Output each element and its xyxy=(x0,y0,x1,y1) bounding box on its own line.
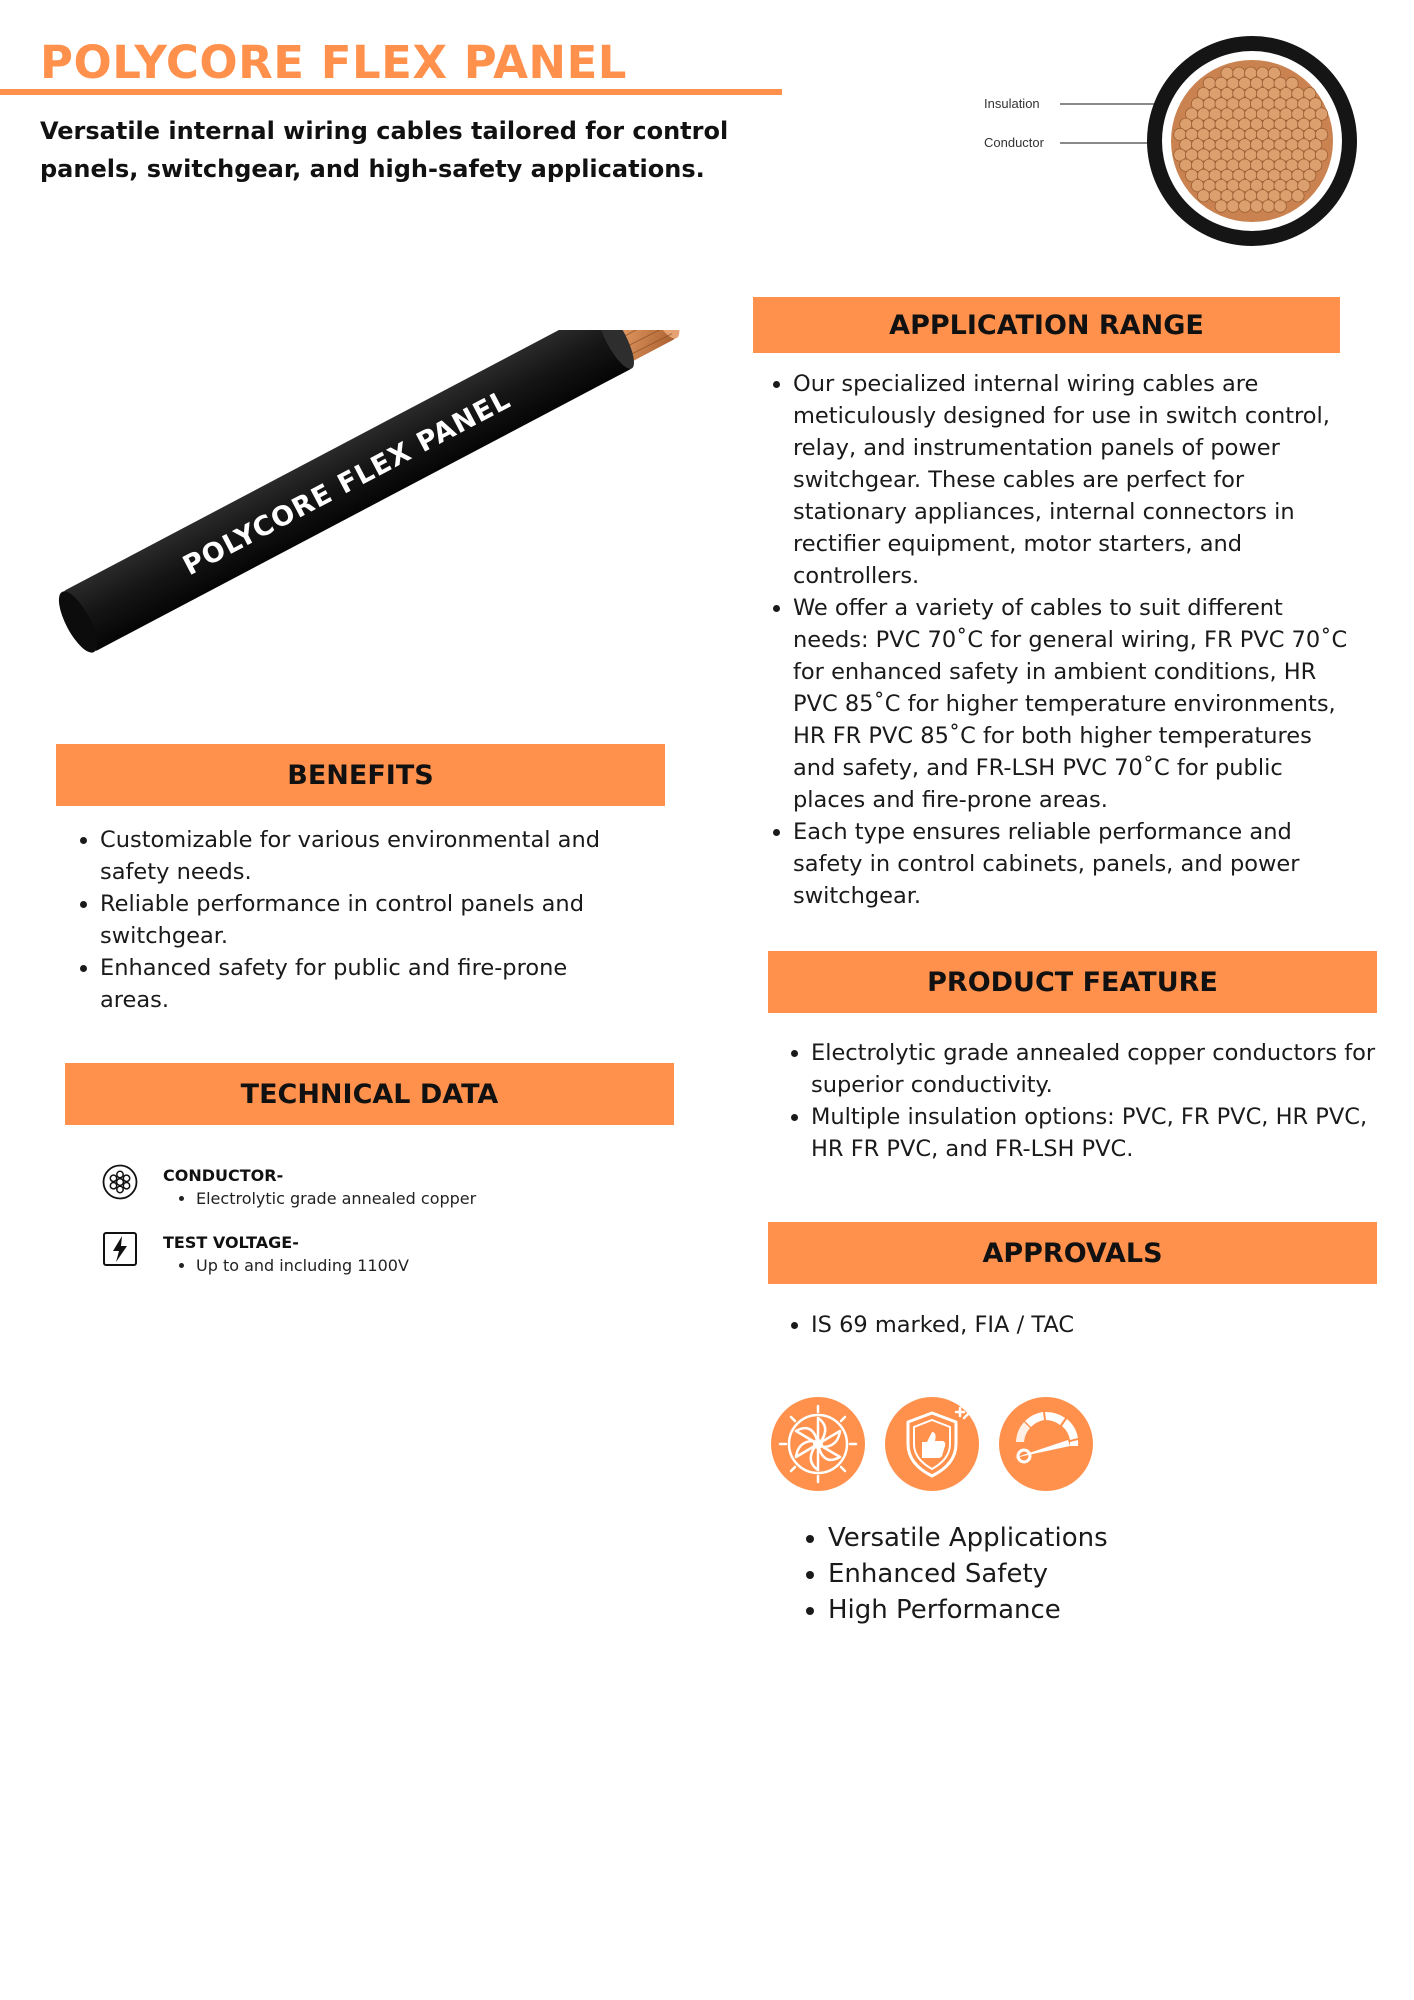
list-item: • Customizable for various environmental and safety needs. xyxy=(100,824,640,888)
page-subtitle: Versatile internal wiring cables tailored for control panels, switchgear, and high-safety applications. xyxy=(40,117,729,183)
product-feature-section xyxy=(771,1037,1391,1165)
conductor-label: Conductor xyxy=(984,135,1044,150)
copper-strand xyxy=(1239,200,1251,212)
tech-item-conductor xyxy=(102,1164,662,1214)
copper-strand xyxy=(1262,200,1274,212)
safety-shield-icon xyxy=(884,1396,980,1492)
benefits-heading: BENEFITS xyxy=(56,744,665,806)
list-item: • Multiple insulation options: PVC, FR PVC, HR PVC, HR FR PVC, and FR-LSH PVC. xyxy=(811,1101,1391,1165)
list-item: • High Performance xyxy=(828,1592,1292,1628)
application-range-section xyxy=(753,368,1353,912)
features-section xyxy=(792,1520,1292,1628)
copper-strand xyxy=(1197,190,1209,202)
features-list xyxy=(792,1520,1292,1628)
copper-strand xyxy=(1274,200,1286,212)
conductor-label: CONDUCTOR- xyxy=(163,1166,284,1185)
insulation-label: Insulation xyxy=(984,96,1040,111)
benefits-section xyxy=(60,824,640,1016)
product-feature-list xyxy=(771,1037,1391,1165)
copper-strand xyxy=(1227,200,1239,212)
application-range-list xyxy=(753,368,1353,912)
list-item: • IS 69 marked, FIA / TAC xyxy=(811,1309,1371,1341)
cable-product-image xyxy=(30,330,750,690)
list-item: • Enhanced safety for public and fire-prone areas. xyxy=(100,952,640,1016)
list-item: • Reliable performance in control panels and switchgear. xyxy=(100,888,640,952)
approvals-section xyxy=(771,1309,1371,1341)
cable-cross-section-diagram xyxy=(970,30,1370,250)
title-underline xyxy=(0,89,782,95)
conductor-strands-icon xyxy=(102,1164,138,1200)
test-voltage-value: • Up to and including 1100V xyxy=(196,1255,409,1277)
test-voltage-value-list xyxy=(174,1255,409,1277)
copper-strand xyxy=(1215,200,1227,212)
list-item: • Each type ensures reliable performance and safety in control cabinets, panels, and power switchgear. xyxy=(793,816,1353,912)
list-item: • Versatile Applications xyxy=(828,1520,1292,1556)
conductor-value-list xyxy=(174,1188,476,1210)
approvals-heading: APPROVALS xyxy=(768,1222,1377,1284)
list-item: • Enhanced Safety xyxy=(828,1556,1292,1592)
copper-strand xyxy=(1250,200,1262,212)
approvals-list xyxy=(771,1309,1371,1341)
versatile-fan-icon xyxy=(770,1396,866,1492)
list-item: • Electrolytic grade annealed copper conductors for superior conductivity. xyxy=(811,1037,1391,1101)
copper-strand xyxy=(1292,190,1304,202)
list-item: • Our specialized internal wiring cables are meticulously designed for use in switch control, relay, and instrumentation panels of power switchgear. These cables are perfect for stationary appliances, internal connectors in rectifier equipment, motor starters, and controllers. xyxy=(793,368,1353,592)
technical-data-heading: TECHNICAL DATA xyxy=(65,1063,674,1125)
application-range-heading: APPLICATION RANGE xyxy=(753,297,1340,353)
tech-item-test-voltage xyxy=(102,1231,662,1281)
conductor-value: • Electrolytic grade annealed copper xyxy=(196,1188,476,1210)
page-title: POLYCORE FLEX PANEL xyxy=(40,36,627,89)
performance-gauge-icon xyxy=(998,1396,1094,1492)
cable-print-text: POLYCORE FLEX PANEL xyxy=(178,384,516,582)
list-item: • We offer a variety of cables to suit different needs: PVC 70˚C for general wiring, FR PVC 70˚C for enhanced safety in ambient conditions, HR PVC 85˚C for higher temperature environments, HR FR PVC 85˚C for both higher temperatures and safety, and FR-LSH PVC 70˚C for public places and fire-prone areas. xyxy=(793,592,1353,816)
lightning-bolt-icon xyxy=(102,1231,138,1267)
test-voltage-label: TEST VOLTAGE- xyxy=(163,1233,299,1252)
product-feature-heading: PRODUCT FEATURE xyxy=(768,951,1377,1013)
benefits-list xyxy=(60,824,640,1016)
